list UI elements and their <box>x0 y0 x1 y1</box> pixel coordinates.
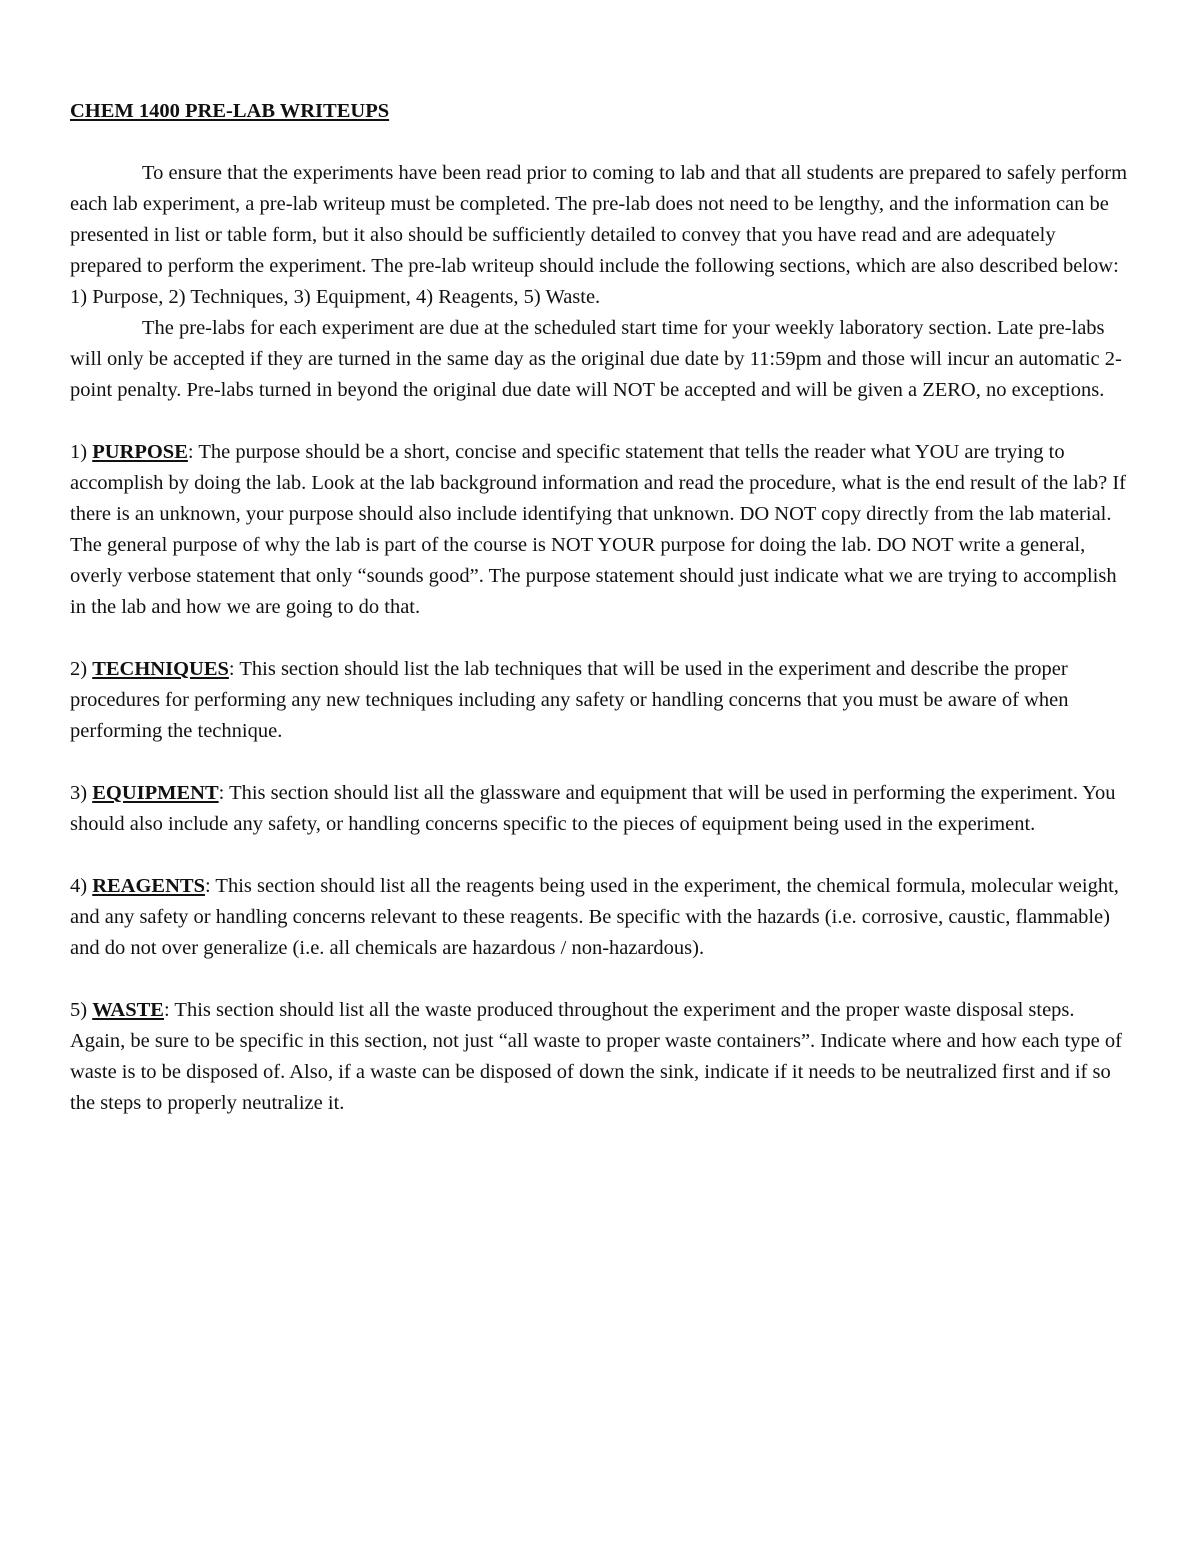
section-techniques <box>70 654 1132 747</box>
document-title: CHEM 1400 PRE-LAB WRITEUPS <box>70 100 390 122</box>
section-heading-equipment: EQUIPMENT <box>92 782 219 804</box>
section-heading-techniques: TECHNIQUES <box>92 658 229 680</box>
section-text: : This section should list all the reagents being used in the experiment, the chemical formula, molecular weight, and any safety or handling concerns relevant to these reagents. Be specific with the hazards (i.e. corrosive, caustic, flammable) and do not over generalize (i.e. all chemicals are hazardous / non-hazardous). <box>70 875 1119 959</box>
section-text: : This section should list all the waste produced throughout the experiment and the proper waste disposal steps. Again, be sure to be specific in this section, not just “all waste to proper waste containers”. Indicate where and how each type of waste is to be disposed of. Also, if a waste can be disposed of down the sink, indicate if it needs to be neutralized first and if so the steps to properly neutralize it. <box>70 999 1122 1114</box>
intro-paragraph-1: To ensure that the experiments have been read prior to coming to lab and that all students are prepared to safely perform each lab experiment, a pre-lab writeup must be completed. The pre-lab does not need to be lengthy, and the information can be presented in list or table form, but it also should be sufficiently detailed to convey that you have read and are adequately prepared to perform the experiment. The pre-lab writeup should include the following sections, which are also described below: 1) Purpose, 2) Techniques, 3) Equipment, 4) Reagents, 5) Waste. <box>70 162 1128 308</box>
document-page <box>70 96 1132 1119</box>
section-purpose <box>70 437 1132 623</box>
section-waste <box>70 995 1132 1119</box>
section-number: 4) <box>70 875 93 897</box>
section-number: 5) <box>70 999 93 1021</box>
section-heading-reagents: REAGENTS <box>92 875 205 897</box>
section-number: 2) <box>70 658 93 680</box>
section-reagents <box>70 871 1132 964</box>
section-text: : This section should list all the glassware and equipment that will be used in performing the experiment. You should also include any safety, or handling concerns specific to the pieces of equipment being used in the experiment. <box>70 782 1116 835</box>
section-number: 1) <box>70 441 93 463</box>
section-equipment <box>70 778 1132 840</box>
section-heading-waste: WASTE <box>92 999 164 1021</box>
intro-paragraph-2: The pre-labs for each experiment are due at the scheduled start time for your weekly laboratory section. Late pre-labs will only be accepted if they are turned in the same day as the original due date by 11:59pm and those will incur an automatic 2-point penalty. Pre-labs turned in beyond the original due date will NOT be accepted and will be given a ZERO, no exceptions. <box>70 317 1122 401</box>
section-number: 3) <box>70 782 93 804</box>
section-text: : This section should list the lab techniques that will be used in the experiment and describe the proper procedures for performing any new techniques including any safety or handling concerns that you must be aware of when performing the technique. <box>70 658 1069 742</box>
section-heading-purpose: PURPOSE <box>92 441 188 463</box>
section-text: : The purpose should be a short, concise and specific statement that tells the reader what YOU are trying to accomplish by doing the lab. Look at the lab background information and read the procedure, what is the end result of the lab? If there is an unknown, your purpose should also include identifying that unknown. DO NOT copy directly from the lab material. The general purpose of why the lab is part of the course is NOT YOUR purpose for doing the lab. DO NOT write a general, overly verbose statement that only “sounds good”. The purpose statement should just indicate what we are trying to accomplish in the lab and how we are going to do that. <box>70 441 1126 618</box>
